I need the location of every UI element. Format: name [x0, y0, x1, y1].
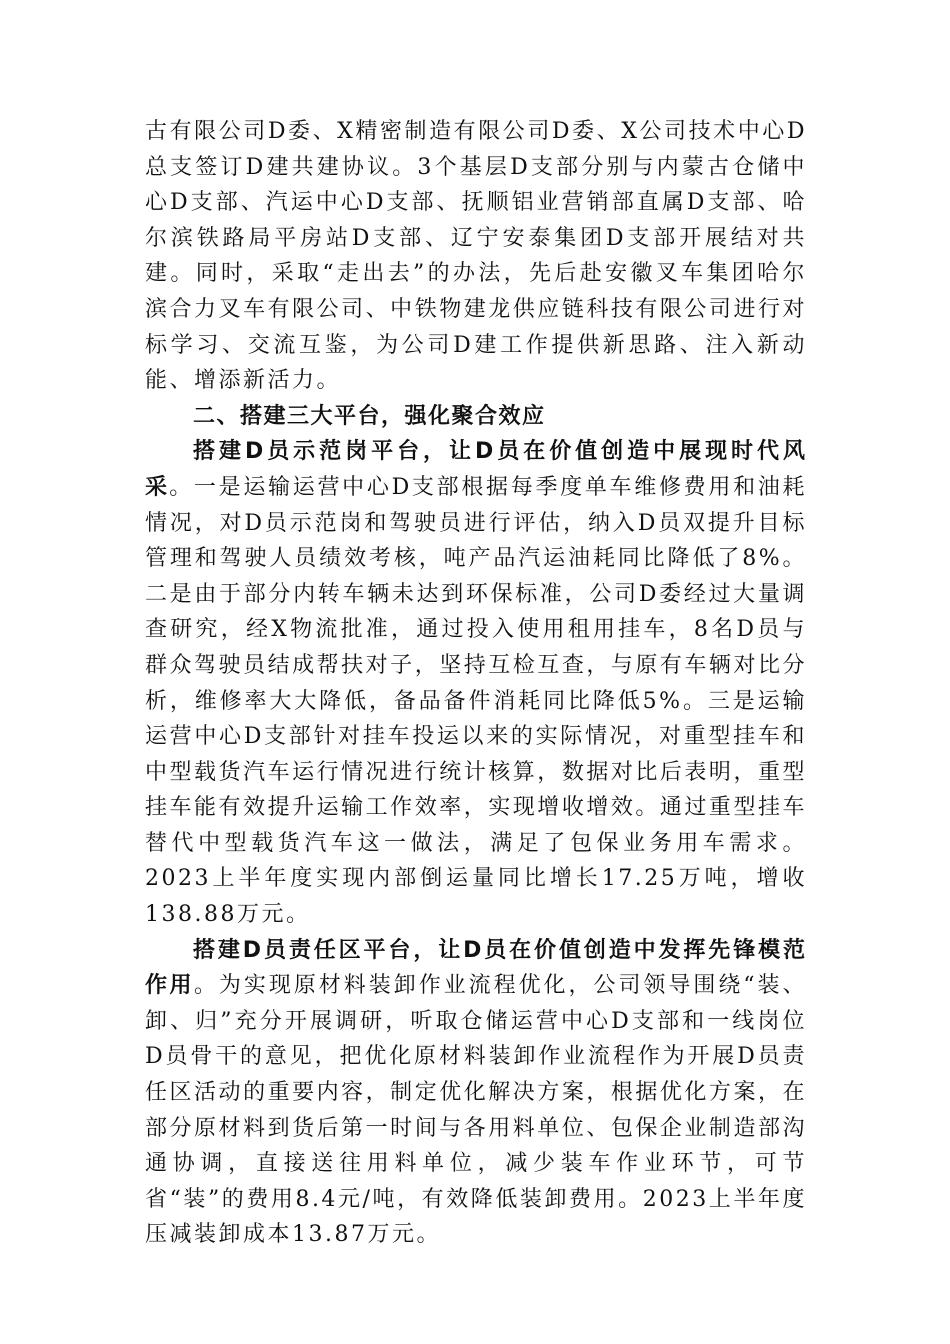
paragraph-body-responsibility-zone: 。为实现原材料装卸作业流程优化，公司领导围绕“装、卸、归”充分开展调研，听取仓储运营中心D支部和一线岗位D员骨干的意见，把优化原材料装卸作业流程作为开展D员责任区活动的重要内容，制定优化解决方案，根据优化方案，在部分原材料到货后第一时间与各用料单位、包保企业制造部沟通协调，直接送往用料单位，减少装车作业环节，可节省“装”的费用8.4元/吨，有效降低装卸费用。2023上半年度压减装卸成本13.87万元。: [145, 973, 807, 1248]
paragraph-cooperation: 古有限公司D委、X精密制造有限公司D委、X公司技术中心D总支签订D建共建协议。3个基层D支部分别与内蒙古仓储中心D支部、汽运中心D支部、抚顺铝业营销部直属D支部、哈尔滨铁路局平房站D支部、辽宁安泰集团D支部开展结对共建。同时，采取“走出去”的办法，先后赴安徽叉车集团哈尔滨合力叉车有限公司、中铁物建龙供应链科技有限公司进行对标学习、交流互鉴，为公司D建工作提供新思路、注入新动能、增添新活力。: [145, 119, 807, 394]
paragraph-body-demo-post: 。一是运输运营中心D支部根据每季度单车维修费用和油耗情况，对D员示范岗和驾驶员进行评估，纳入D员双提升目标管理和驾驶人员绩效考核，吨产品汽运油耗同比降低了8%。二是由于部分内转车辆未达到环保标准，公司D委经过大量调查研究，经X物流批准，通过投入使用租用挂车，8名D员与群众驾驶员结成帮扶对子，坚持互检互查，与原有车辆对比分析，维修率大大降低，备品备件消耗同比降低5%。三是运输运营中心D支部针对挂车投运以来的实际情况，对重型挂车和中型载货汽车运行情况进行统计核算，数据对比后表明，重型挂车能有效提升运输工作效率，实现增收增效。通过重型挂车替代中型载货汽车这一做法，满足了包保业务用车需求。2023上半年度实现内部倒运量同比增长17.25万吨，增收138.88万元。: [145, 474, 807, 928]
paragraph-lead-demo-post: 搭建D员示范岗平台，让D员在价值创造中展现时代风采: [145, 439, 807, 500]
paragraph-demo-post: [145, 434, 807, 932]
paragraph-lead-responsibility-zone: 搭建D员责任区平台，让D员在价值创造中发挥先锋模范作用: [145, 937, 807, 999]
section-heading: 二、搭建三大平台，强化聚合效应: [193, 403, 546, 429]
paragraph-responsibility-zone: [145, 933, 807, 1253]
document-body: [145, 114, 807, 1253]
